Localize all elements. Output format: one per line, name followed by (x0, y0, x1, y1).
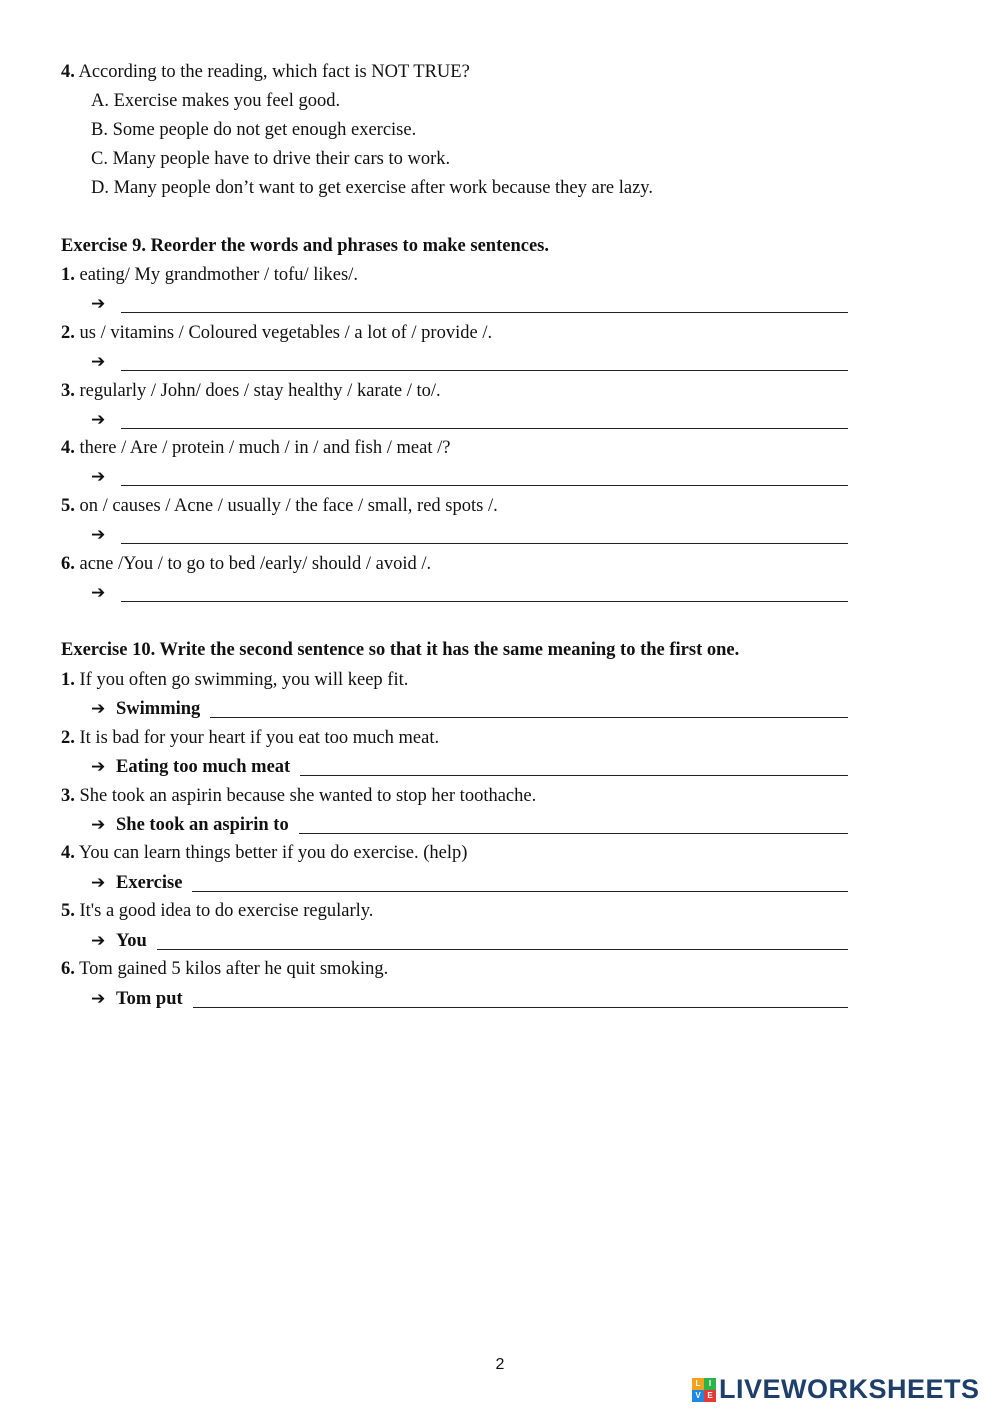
liveworksheets-logo-icon (692, 1378, 716, 1402)
ex10-answer-row-2 (91, 754, 848, 778)
arrow-icon: ➔ (91, 583, 106, 603)
item-number: 4. (61, 438, 75, 458)
page-number: 2 (495, 1356, 505, 1373)
logo-tile: I (704, 1378, 716, 1390)
answer-input[interactable] (121, 577, 848, 602)
item-number: 1. (61, 265, 75, 285)
item-text: It's a good idea to do exercise regularly. (79, 901, 374, 921)
item-text: us / vitamins / Coloured vegetables / a lot of / provide /. (79, 323, 493, 343)
ex9-item-6 (61, 552, 431, 576)
ex9-answer-row-4 (91, 464, 848, 488)
arrow-icon: ➔ (91, 815, 106, 835)
answer-input[interactable] (300, 751, 848, 776)
answer-input[interactable] (157, 925, 848, 950)
arrow-icon: ➔ (91, 757, 106, 777)
answer-input[interactable] (210, 693, 848, 718)
ex10-answer-row-5 (91, 928, 848, 952)
item-text: You can learn things better if you do exercise. (help) (78, 843, 468, 863)
logo-tile: V (692, 1390, 704, 1402)
answer-input[interactable] (121, 346, 848, 371)
answer-input[interactable] (121, 461, 848, 486)
answer-input[interactable] (121, 519, 848, 544)
ex10-item-4 (61, 841, 467, 865)
ex9-answer-row-6 (91, 580, 848, 604)
option-a[interactable]: A. Exercise makes you feel good. (91, 91, 341, 111)
exercise-10-title: Exercise 10. Write the second sentence so that it has the same meaning to the first one. (61, 640, 740, 660)
ex9-answer-row-2 (91, 349, 848, 373)
answer-input[interactable] (192, 867, 848, 892)
ex9-item-2 (61, 321, 492, 345)
ex9-item-1 (61, 263, 358, 287)
answer-prompt: You (116, 931, 147, 951)
item-text: acne /You / to go to bed /early/ should / avoid /. (79, 554, 432, 574)
option-b[interactable]: B. Some people do not get enough exercise. (91, 120, 417, 140)
arrow-icon: ➔ (91, 873, 106, 893)
arrow-icon: ➔ (91, 989, 106, 1009)
answer-prompt: Eating too much meat (116, 757, 291, 777)
item-text: Tom gained 5 kilos after he quit smoking. (79, 959, 389, 979)
answer-prompt: Tom put (116, 989, 183, 1009)
arrow-icon: ➔ (91, 410, 106, 430)
liveworksheets-brand[interactable] (692, 1374, 980, 1405)
logo-tile: E (704, 1390, 716, 1402)
ex10-answer-row-6 (91, 986, 848, 1010)
item-number: 2. (61, 728, 75, 748)
ex10-item-6 (61, 957, 388, 981)
option-c[interactable]: C. Many people have to drive their cars to work. (91, 149, 451, 169)
option-d[interactable]: D. Many people don’t want to get exercise after work because they are lazy. (91, 178, 653, 198)
ex10-item-2 (61, 726, 439, 750)
arrow-icon: ➔ (91, 352, 106, 372)
item-text: It is bad for your heart if you eat too much meat. (79, 728, 440, 748)
ex9-item-5 (61, 494, 498, 518)
ex9-answer-row-3 (91, 407, 848, 431)
arrow-icon: ➔ (91, 294, 106, 314)
item-text: If you often go swimming, you will keep fit. (79, 670, 409, 690)
item-number: 6. (61, 554, 75, 574)
arrow-icon: ➔ (91, 467, 106, 487)
item-number: 3. (61, 786, 75, 806)
item-number: 4. (61, 843, 75, 863)
item-number: 5. (61, 496, 75, 516)
ex10-answer-row-4 (91, 870, 848, 894)
answer-input[interactable] (121, 288, 848, 313)
logo-tile: L (692, 1378, 704, 1390)
ex10-item-1 (61, 668, 408, 692)
answer-prompt: Swimming (116, 699, 201, 719)
ex10-item-5 (61, 899, 373, 923)
question-number: 4. (61, 62, 75, 82)
item-text: She took an aspirin because she wanted to stop her toothache. (79, 786, 537, 806)
item-number: 3. (61, 381, 75, 401)
brand-name: LIVEWORKSHEETS (719, 1374, 980, 1404)
item-text: on / causes / Acne / usually / the face / small, red spots /. (79, 496, 498, 516)
question-4 (61, 60, 470, 84)
item-text: regularly / John/ does / stay healthy / karate / to/. (79, 381, 441, 401)
arrow-icon: ➔ (91, 525, 106, 545)
arrow-icon: ➔ (91, 931, 106, 951)
item-text: there / Are / protein / much / in / and fish / meat /? (79, 438, 451, 458)
ex9-item-3 (61, 379, 441, 403)
answer-input[interactable] (193, 983, 848, 1008)
answer-prompt: Exercise (116, 873, 183, 893)
ex9-answer-row-1 (91, 291, 848, 315)
item-number: 1. (61, 670, 75, 690)
item-number: 2. (61, 323, 75, 343)
ex10-answer-row-1 (91, 696, 848, 720)
arrow-icon: ➔ (91, 699, 106, 719)
item-text: eating/ My grandmother / tofu/ likes/. (79, 265, 358, 285)
answer-input[interactable] (121, 404, 848, 429)
item-number: 6. (61, 959, 75, 979)
ex10-item-3 (61, 784, 536, 808)
ex9-answer-row-5 (91, 522, 848, 546)
ex10-answer-row-3 (91, 812, 848, 836)
ex9-item-4 (61, 436, 450, 460)
answer-prompt: She took an aspirin to (116, 815, 289, 835)
question-stem: According to the reading, which fact is NOT TRUE? (78, 62, 470, 82)
answer-input[interactable] (299, 809, 848, 834)
exercise-9-title: Exercise 9. Reorder the words and phrases to make sentences. (61, 236, 549, 256)
item-number: 5. (61, 901, 75, 921)
